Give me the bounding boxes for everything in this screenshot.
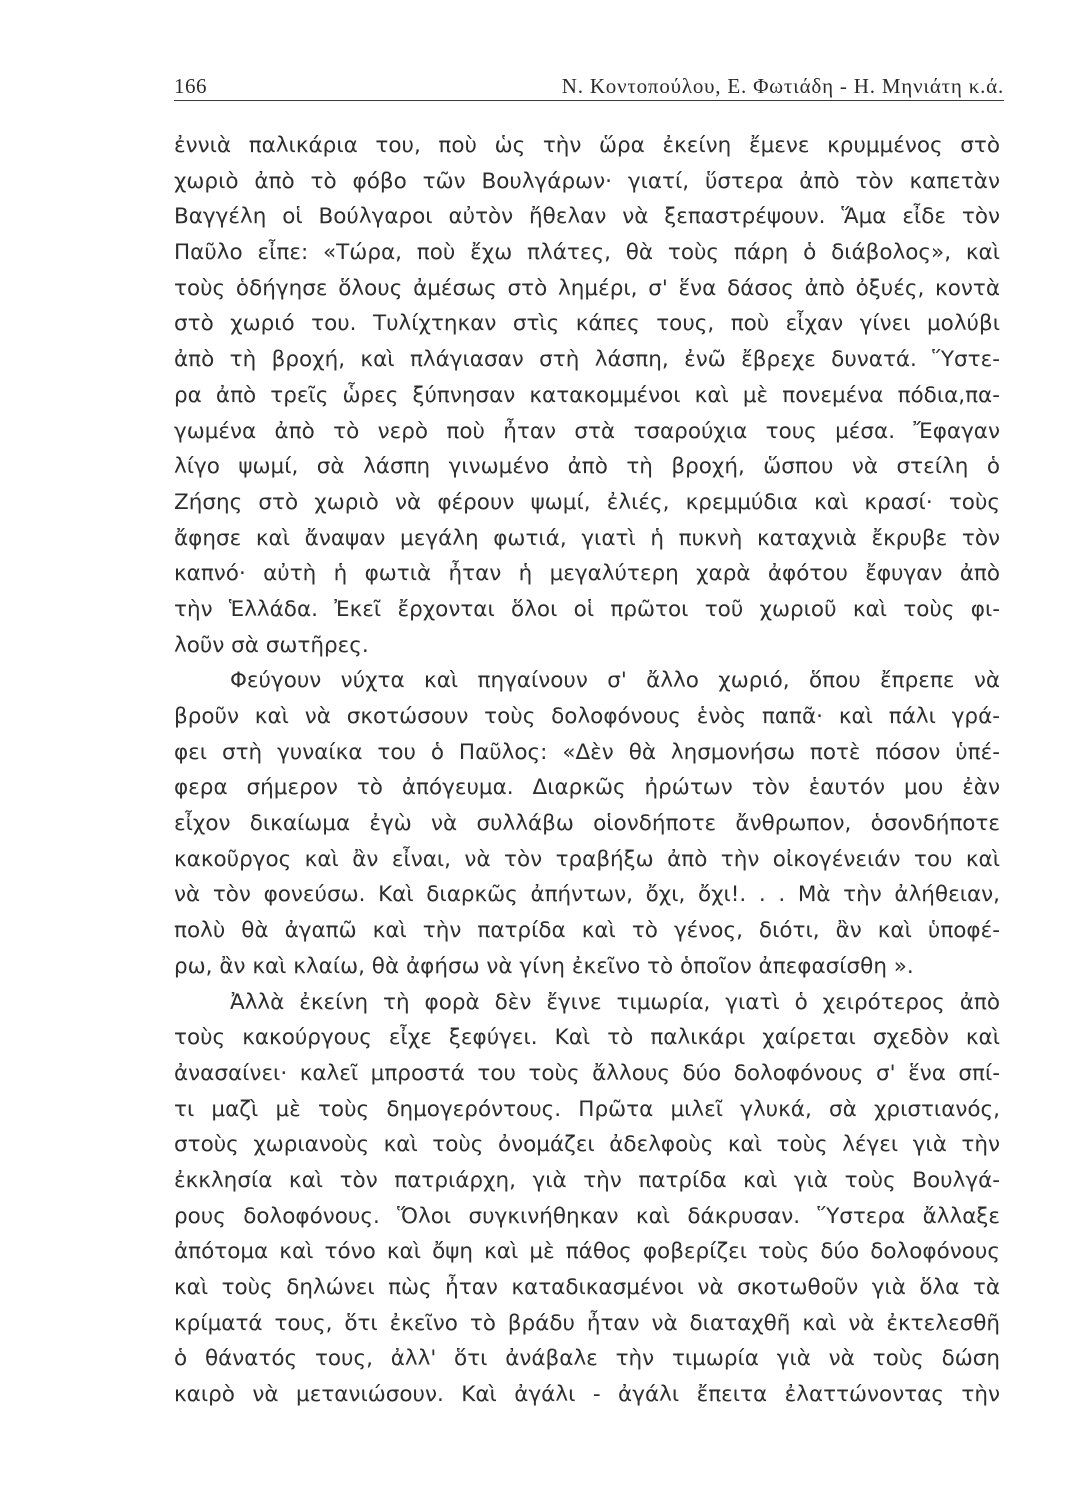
paragraph-end-line: λοῦν σὰ σωτῆρες.: [174, 632, 369, 658]
text-line: χωριὸ ἀπὸ τὸ φόβο τῶν Βουλγάρων· γιατί, ὕστερα ἀπὸ τὸν καπετὰν: [174, 168, 1000, 194]
page-number: 166: [174, 74, 207, 98]
text-line: καπνό· αὐτὴ ἡ φωτιὰ ἦταν ἡ μεγαλύτερη χαρὰ ἀφότου ἔφυγαν ἀπὸ: [174, 561, 1000, 587]
text-line: κακοῦργος καὶ ἂν εἶναι, νὰ τὸν τραβήξω ἀπὸ τὴν οἰκογένειάν του καὶ: [174, 846, 1000, 872]
paragraph-start-line: Φεύγουν νύχτα καὶ πηγαίνουν σ' ἄλλο χωριό, ὅπου ἔπρεπε νὰ: [230, 668, 1000, 694]
paragraph-start-line: Ἀλλὰ ἐκείνη τὴ φορὰ δὲν ἔγινε τιμωρία, γιατὶ ὁ χειρότερος ἀπὸ: [230, 989, 1000, 1015]
text-line: ἀπὸ τὴ βροχή, καὶ πλάγιασαν στὴ λάσπη, ἐνῶ ἔβρεχε δυνατά. Ὕστε-: [174, 347, 1000, 373]
text-line: βροῦν καὶ νὰ σκοτώσουν τοὺς δολοφόνους ἑνὸς παπᾶ· καὶ πάλι γρά-: [174, 704, 1000, 729]
text-line: τι μαζὶ μὲ τοὺς δημογερόντους. Πρῶτα μιλεῖ γλυκά, σὰ χριστιανός,: [174, 1096, 1000, 1122]
text-line: κρίματά τους, ὅτι ἐκεῖνο τὸ βράδυ ἦταν νὰ διαταχθῆ καὶ νὰ ἐκτελεσθῆ: [174, 1310, 1000, 1336]
text-line: καιρὸ νὰ μετανιώσουν. Καὶ ἀγάλι - ἀγάλι ἔπειτα ἐλαττώνοντας τὴν: [174, 1382, 1000, 1408]
text-line: τὴν Ἑλλάδα. Ἐκεῖ ἔρχονται ὅλοι οἱ πρῶτοι τοῦ χωριοῦ καὶ τοὺς φι-: [174, 596, 1000, 622]
text-line: στοὺς χωριανοὺς καὶ τοὺς ὀνομάζει ἀδελφοὺς καὶ τοὺς λέγει γιὰ τὴν: [174, 1132, 1000, 1158]
body-text: [174, 128, 1000, 1413]
running-head: [174, 70, 1004, 104]
text-line: φει στὴ γυναίκα του ὁ Παῦλος: «Δὲν θὰ λησμονήσω ποτὲ πόσον ὑπέ-: [174, 739, 1000, 765]
text-line: τοὺς ὁδήγησε ὅλους ἀμέσως στὸ λημέρι, σ' ἕνα δάσος ἀπὸ ὀξυές, κοντὰ: [174, 275, 1000, 301]
text-line: τοὺς κακούργους εἶχε ξεφύγει. Καὶ τὸ παλικάρι χαίρεται σχεδὸν καὶ: [174, 1025, 1000, 1051]
text-line: Παῦλο εἶπε: «Τώρα, ποὺ ἔχω πλάτες, θὰ τοὺς πάρη ὁ διάβολος», καὶ: [174, 240, 1000, 266]
text-line: ἄφησε καὶ ἄναψαν μεγάλη φωτιά, γιατὶ ἡ πυκνὴ καταχνιὰ ἔκρυβε τὸν: [174, 525, 1000, 551]
text-line: ρους δολοφόνους. Ὅλοι συγκινήθηκαν καὶ δάκρυσαν. Ὕστερα ἄλλαξε: [174, 1203, 1000, 1229]
text-line: ἐκκλησία καὶ τὸν πατριάρχη, γιὰ τὴν πατρίδα καὶ γιὰ τοὺς Βουλγά-: [174, 1167, 1000, 1193]
text-line: Βαγγέλη οἱ Βούλγαροι αὐτὸν ἤθελαν νὰ ξεπαστρέψουν. Ἅμα εἶδε τὸν: [174, 204, 1000, 230]
text-line: πολὺ θὰ ἀγαπῶ καὶ τὴν πατρίδα καὶ τὸ γένος, διότι, ἂν καὶ ὑποφέ-: [174, 918, 1000, 944]
text-line: εἶχον δικαίωμα ἐγὼ νὰ συλλάβω οἱονδήποτε ἄνθρωπον, ὁσονδήποτε: [174, 811, 1000, 837]
header-rule: [174, 100, 1004, 101]
text-line: ἀνασαίνει· καλεῖ μπροστά του τοὺς ἄλλους δύο δολοφόνους σ' ἕνα σπί-: [174, 1060, 1000, 1086]
text-line: νὰ τὸν φονεύσω. Καὶ διαρκῶς ἀπήντων, ὄχι, ὄχι!. . . Μὰ τὴν ἀλήθειαν,: [174, 882, 1000, 908]
text-line: ὁ θάνατός τους, ἀλλ' ὅτι ἀνάβαλε τὴν τιμωρία γιὰ νὰ τοὺς δώση: [174, 1346, 1000, 1372]
paragraph-end-line: ρω, ἂν καὶ κλαίω, θὰ ἀφήσω νὰ γίνη ἐκεῖνο τὸ ὁποῖον ἀπεφασίσθη ».: [174, 953, 914, 979]
text-line: ἐννιὰ παλικάρια του, ποὺ ὡς τὴν ὥρα ἐκείνη ἔμενε κρυμμένος στὸ: [174, 133, 1000, 158]
text-line: στὸ χωριό του. Τυλίχτηκαν στὶς κάπες τους, ποὺ εἶχαν γίνει μολύβι: [174, 311, 1000, 337]
text-line: γωμένα ἀπὸ τὸ νερὸ ποὺ ἦταν στὰ τσαρούχια τους μέσα. Ἔφαγαν: [174, 418, 1000, 444]
running-title: Ν. Κοντοπούλου, Ε. Φωτιάδη - Η. Μηνιάτη κ.ά.: [561, 74, 1004, 98]
text-line: καὶ τοὺς δηλώνει πὼς ἦταν καταδικασμένοι νὰ σκοτωθοῦν γιὰ ὅλα τὰ: [174, 1275, 1000, 1300]
text-line: λίγο ψωμί, σὰ λάσπη γινωμένο ἀπὸ τὴ βροχή, ὥσπου νὰ στείλη ὁ: [174, 454, 1000, 480]
text-line: φερα σήμερον τὸ ἀπόγευμα. Διαρκῶς ἠρώτων τὸν ἑαυτόν μου ἐὰν: [174, 775, 1000, 801]
text-line: ἀπότομα καὶ τόνο καὶ ὄψη καὶ μὲ πάθος φοβερίζει τοὺς δύο δολοφόνους: [174, 1239, 1000, 1265]
text-line: Ζήσης στὸ χωριὸ νὰ φέρουν ψωμί, ἐλιές, κρεμμύδια καὶ κρασί· τοὺς: [174, 489, 1000, 515]
text-line: ρα ἀπὸ τρεῖς ὧρες ξύπνησαν κατακομμένοι καὶ μὲ πονεμένα πόδια,πα-: [174, 382, 1000, 408]
